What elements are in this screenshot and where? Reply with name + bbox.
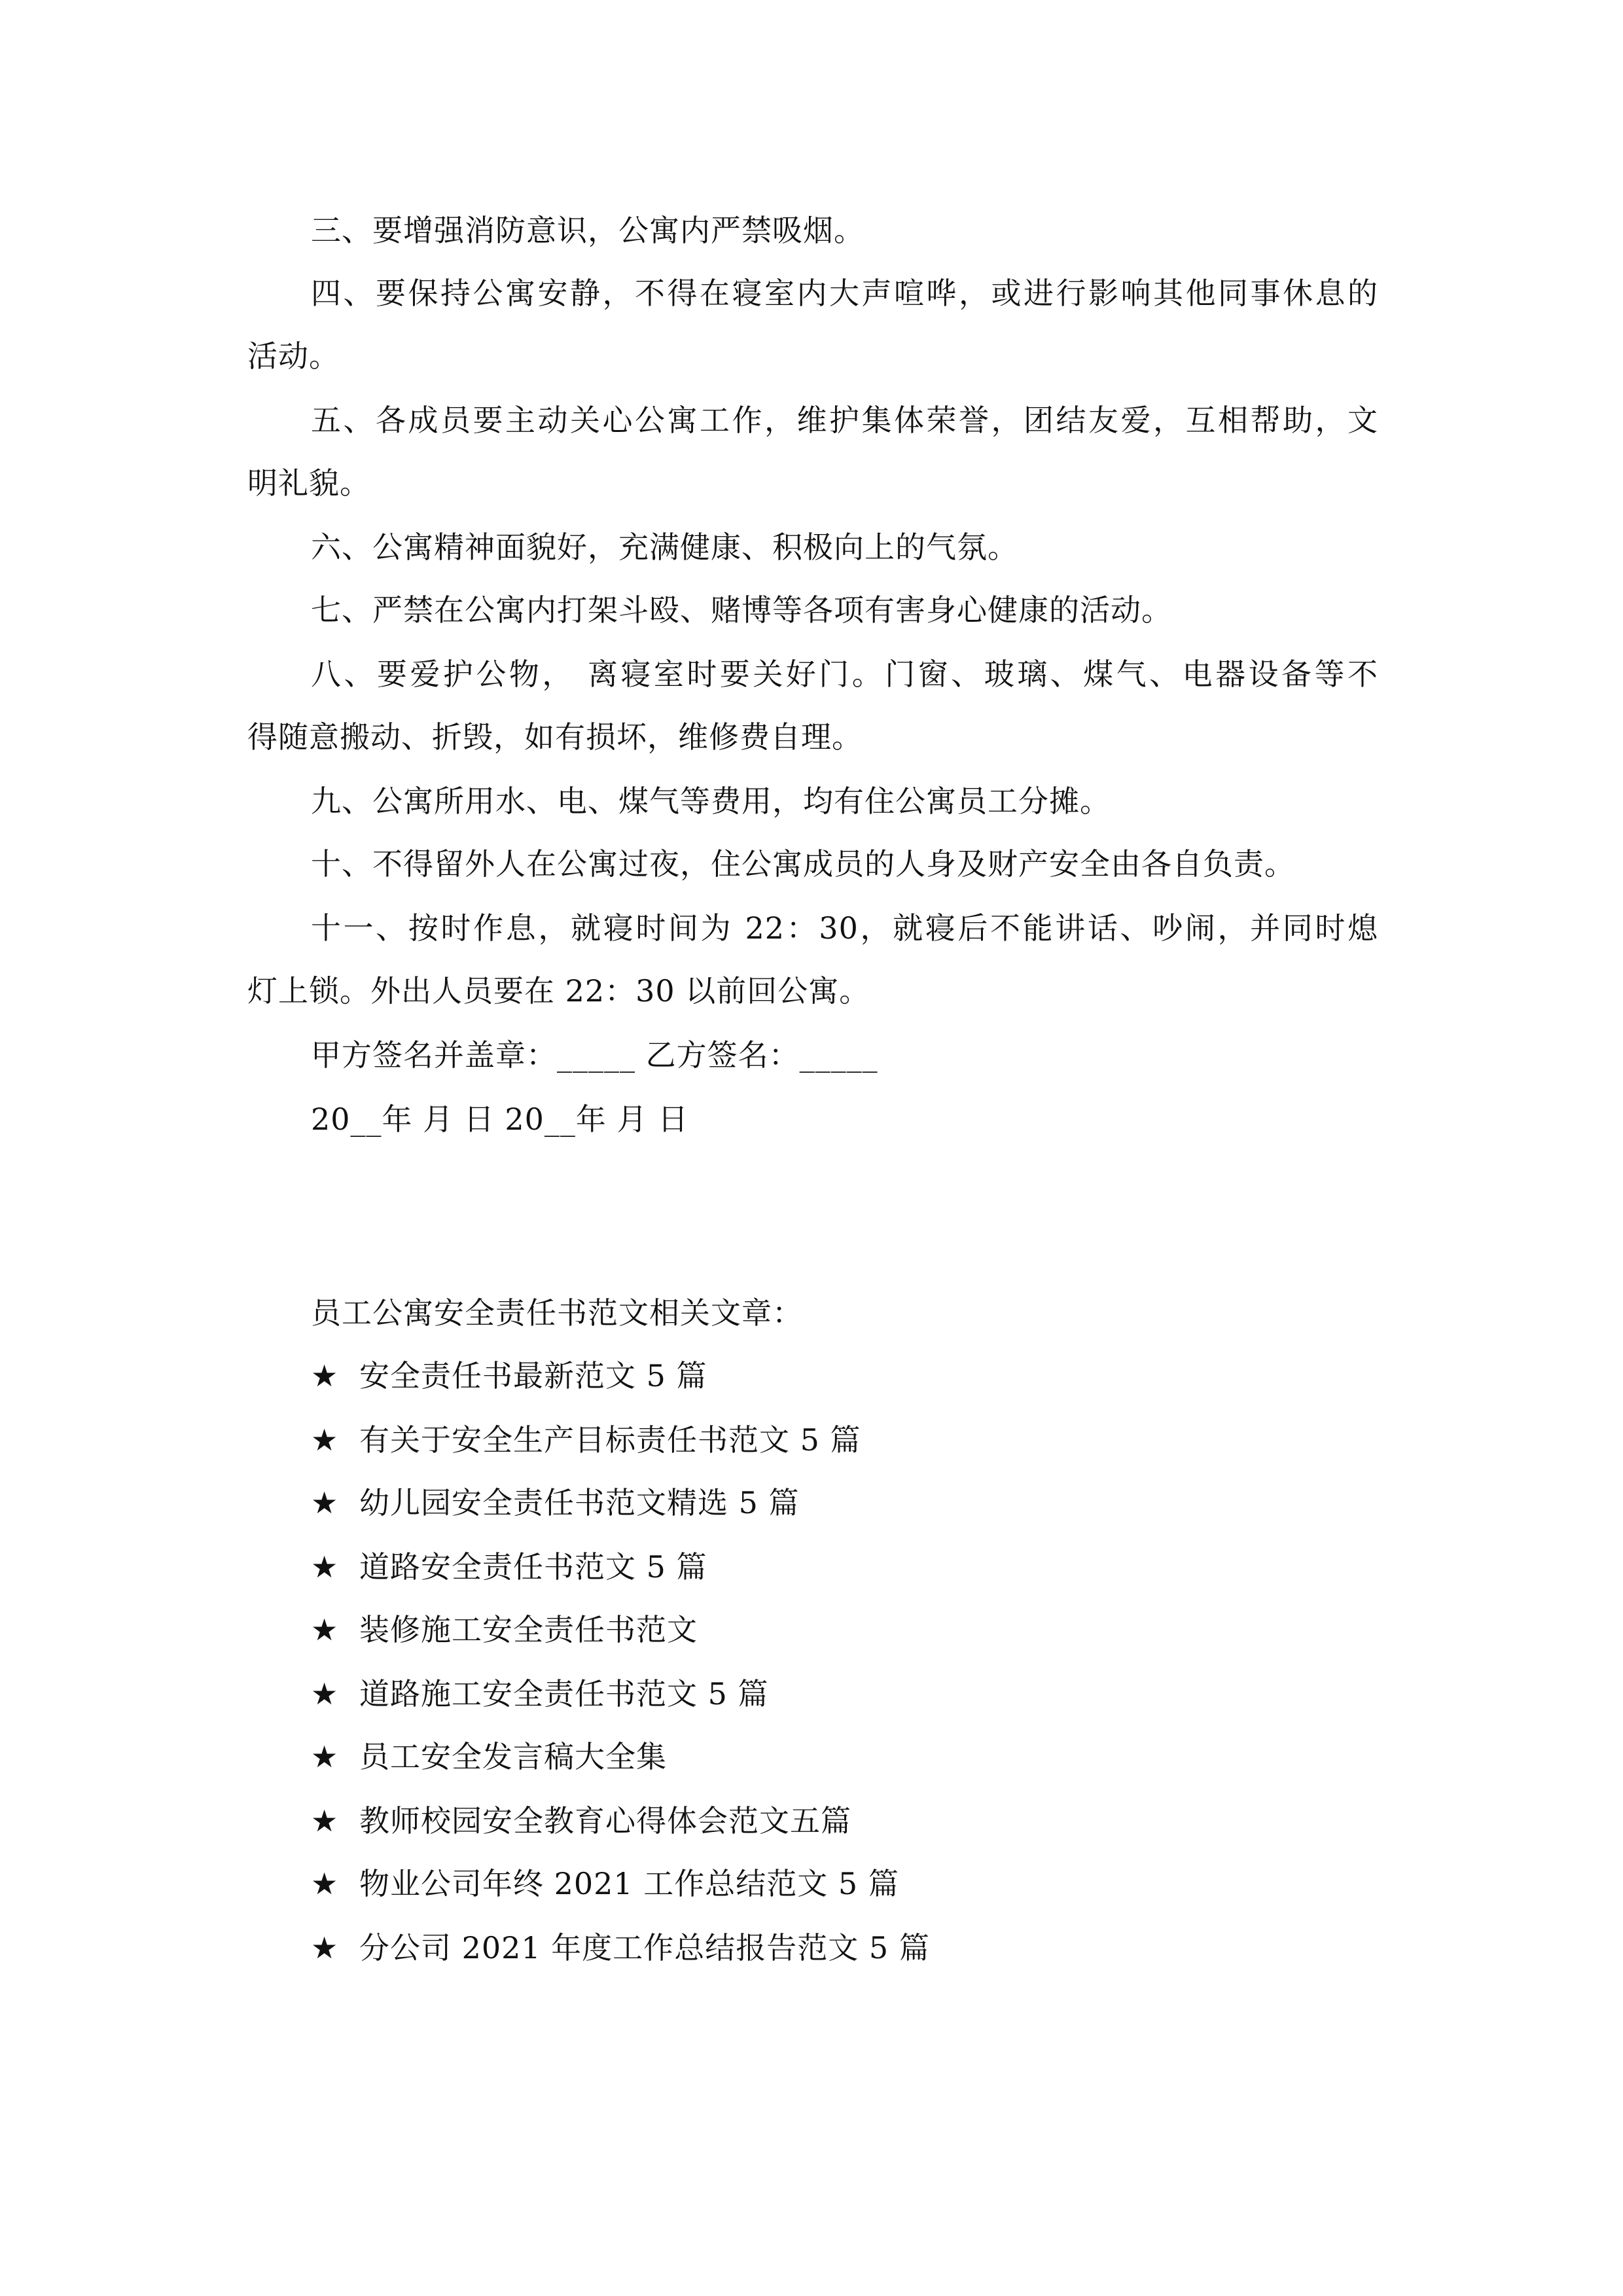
related-article-link[interactable] bbox=[311, 1547, 707, 1587]
date-line: 20__年 月 日 20__年 月 日 bbox=[311, 1102, 689, 1137]
star-icon: ★ bbox=[311, 1930, 339, 1965]
related-article-link[interactable] bbox=[311, 1801, 851, 1840]
paragraph-10: 十、不得留外人在公寓过夜，住公寓成员的人身及财产安全由各自负责。 bbox=[311, 846, 1295, 882]
star-icon: ★ bbox=[311, 1358, 339, 1393]
related-article-title: 道路安全责任书范文 5 篇 bbox=[359, 1549, 707, 1585]
paragraph-5-line-2: 明礼貌。 bbox=[247, 465, 370, 501]
related-article-title: 物业公司年终 2021 工作总结范文 5 篇 bbox=[359, 1866, 899, 1901]
related-article-title: 教师校园安全教育心得体会范文五篇 bbox=[359, 1803, 851, 1839]
related-article-link[interactable] bbox=[311, 1928, 930, 1967]
related-article-link[interactable] bbox=[311, 1674, 769, 1713]
star-icon: ★ bbox=[311, 1676, 339, 1712]
star-icon: ★ bbox=[311, 1612, 339, 1647]
paragraph-4-line-1: 四、要保持公寓安静，不得在寝室内大声喧哗，或进行影响其他同事休息的 bbox=[311, 276, 1378, 311]
paragraph-8-line-1: 八、要爱护公物， 离寝室时要关好门。门窗、玻璃、煤气、电器设备等不 bbox=[311, 656, 1378, 692]
star-icon: ★ bbox=[311, 1549, 339, 1585]
related-article-title: 分公司 2021 年度工作总结报告范文 5 篇 bbox=[359, 1930, 930, 1965]
related-article-title: 安全责任书最新范文 5 篇 bbox=[359, 1358, 707, 1393]
star-icon: ★ bbox=[311, 1422, 339, 1458]
related-article-title: 有关于安全生产目标责任书范文 5 篇 bbox=[359, 1422, 861, 1458]
star-icon: ★ bbox=[311, 1485, 339, 1520]
related-articles-heading: 员工公寓安全责任书范文相关文章： bbox=[311, 1295, 803, 1331]
related-article-link[interactable] bbox=[311, 1610, 698, 1649]
paragraph-3: 三、要增强消防意识，公寓内严禁吸烟。 bbox=[311, 213, 865, 248]
paragraph-4-line-2: 活动。 bbox=[247, 338, 340, 374]
paragraph-6: 六、公寓精神面貌好，充满健康、积极向上的气氛。 bbox=[311, 529, 1018, 565]
paragraph-9: 九、公寓所用水、电、煤气等费用，均有住公寓员工分摊。 bbox=[311, 783, 1111, 819]
paragraph-5-line-1: 五、各成员要主动关心公寓工作，维护集体荣誉，团结友爱，互相帮助，文 bbox=[311, 403, 1378, 438]
star-icon: ★ bbox=[311, 1739, 339, 1774]
related-article-link[interactable] bbox=[311, 1737, 667, 1776]
paragraph-8-line-2: 得随意搬动、折毁，如有损坏，维修费自理。 bbox=[247, 719, 863, 755]
star-icon: ★ bbox=[311, 1803, 339, 1839]
star-icon: ★ bbox=[311, 1866, 339, 1901]
related-article-title: 道路施工安全责任书范文 5 篇 bbox=[359, 1676, 769, 1712]
related-article-link[interactable] bbox=[311, 1356, 707, 1395]
related-article-link[interactable] bbox=[311, 1864, 899, 1903]
paragraph-7: 七、严禁在公寓内打架斗殴、赌博等各项有害身心健康的活动。 bbox=[311, 592, 1172, 628]
related-article-link[interactable] bbox=[311, 1483, 800, 1522]
paragraph-11-line-1: 十一、按时作息，就寝时间为 22：30，就寝后不能讲话、吵闹，并同时熄 bbox=[311, 910, 1378, 946]
related-article-title: 装修施工安全责任书范文 bbox=[359, 1612, 698, 1647]
paragraph-11-line-2: 灯上锁。外出人员要在 22：30 以前回公寓。 bbox=[247, 973, 870, 1009]
related-article-title: 幼儿园安全责任书范文精选 5 篇 bbox=[359, 1485, 800, 1520]
signature-line: 甲方签名并盖章：_____ 乙方签名：_____ bbox=[311, 1037, 878, 1073]
related-article-link[interactable] bbox=[311, 1420, 861, 1460]
related-article-title: 员工安全发言稿大全集 bbox=[359, 1739, 667, 1774]
